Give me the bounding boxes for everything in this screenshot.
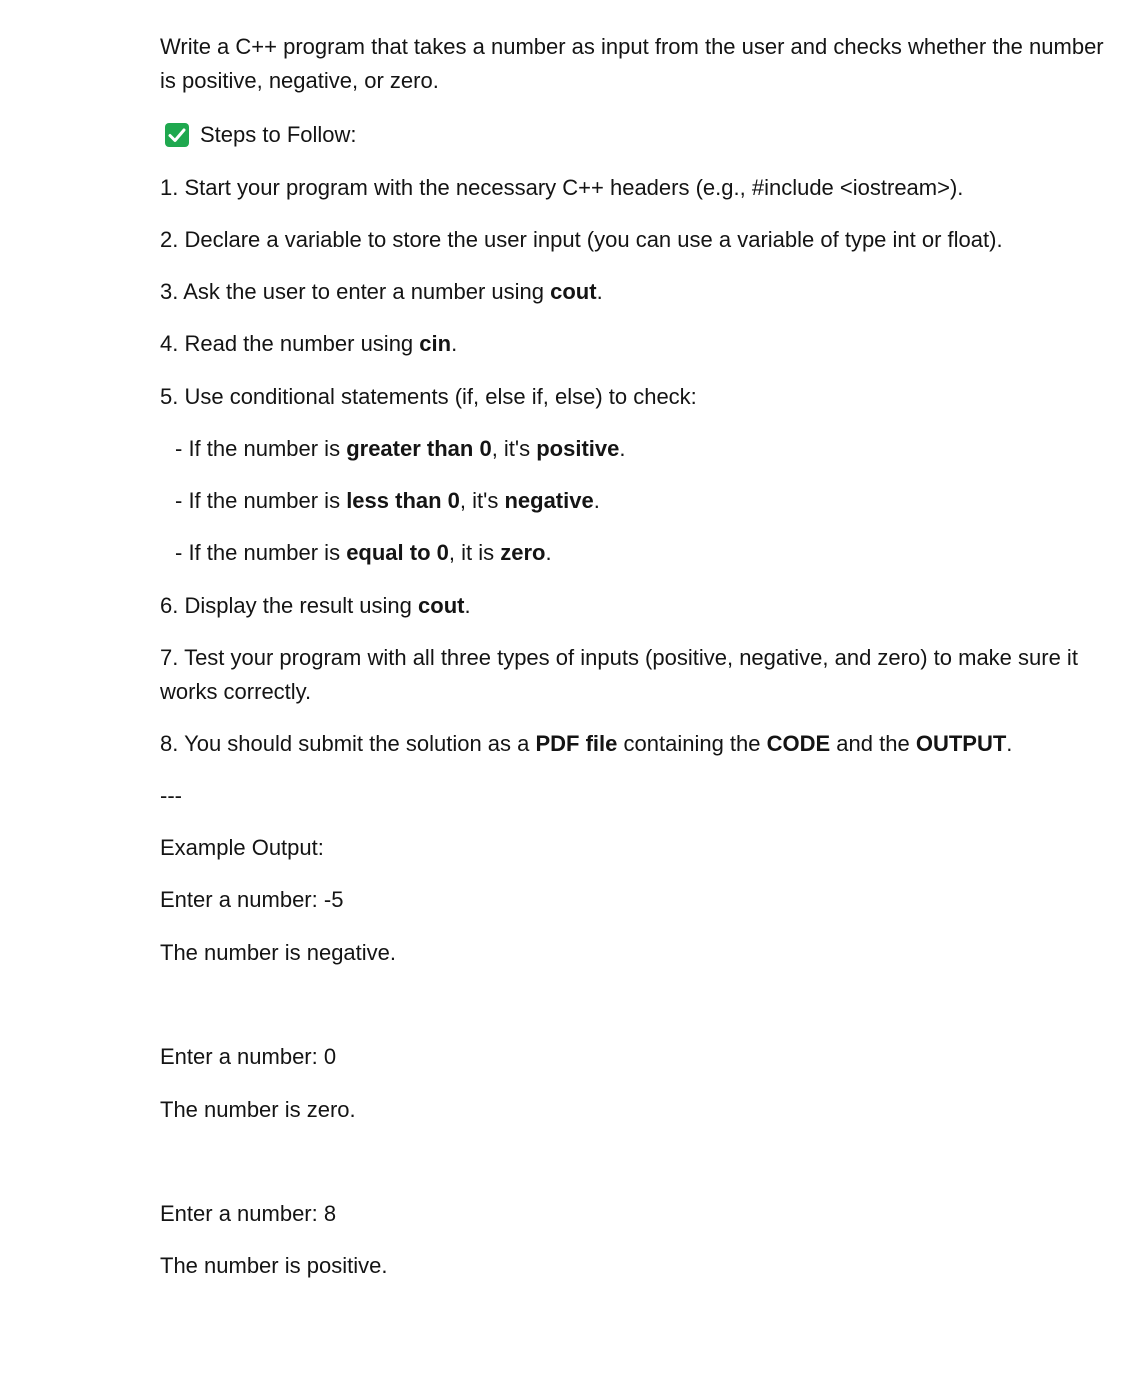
steps-heading-label: Steps to Follow: <box>200 122 357 147</box>
step-2: 2. Declare a variable to store the user input (you can use a variable of type int or float). <box>160 227 1003 252</box>
cin-keyword: cin <box>419 331 452 356</box>
step-5: 5. Use conditional statements (if, else if, else) to check: <box>160 384 697 409</box>
example-prompt-2: Enter a number: 0 <box>160 1044 337 1069</box>
sub-step-zero: - If the number is equal to 0, it is zero. <box>175 540 552 565</box>
cout-keyword: cout <box>418 593 465 618</box>
intro-paragraph: Write a C++ program that takes a number as input from the user and checks whether the number is positive, negative, or zero. <box>160 34 1104 93</box>
example-result-3: The number is positive. <box>160 1253 388 1278</box>
step-4: 4. Read the number using cin. <box>160 331 458 356</box>
example-prompt-1: Enter a number: -5 <box>160 887 344 912</box>
sub-step-positive: - If the number is greater than 0, it's positive. <box>175 436 626 461</box>
check-mark-icon <box>165 123 189 147</box>
example-result-1: The number is negative. <box>160 940 397 965</box>
step-7: 7. Test your program with all three types of inputs (positive, negative, and zero) to make sure it works correctly. <box>160 645 1078 704</box>
step-3: 3. Ask the user to enter a number using cout. <box>160 279 603 304</box>
step-8: 8. You should submit the solution as a PDF file containing the CODE and the OUTPUT. <box>160 731 1013 756</box>
step-6: 6. Display the result using cout. <box>160 593 471 618</box>
example-result-2: The number is zero. <box>160 1097 356 1122</box>
sub-step-negative: - If the number is less than 0, it's negative. <box>175 488 600 513</box>
step-1: 1. Start your program with the necessary C++ headers (e.g., #include <iostream>). <box>160 175 964 200</box>
example-prompt-3: Enter a number: 8 <box>160 1201 337 1226</box>
steps-heading <box>160 118 357 152</box>
separator: --- <box>160 783 182 808</box>
example-heading: Example Output: <box>160 835 324 860</box>
cout-keyword: cout <box>550 279 597 304</box>
